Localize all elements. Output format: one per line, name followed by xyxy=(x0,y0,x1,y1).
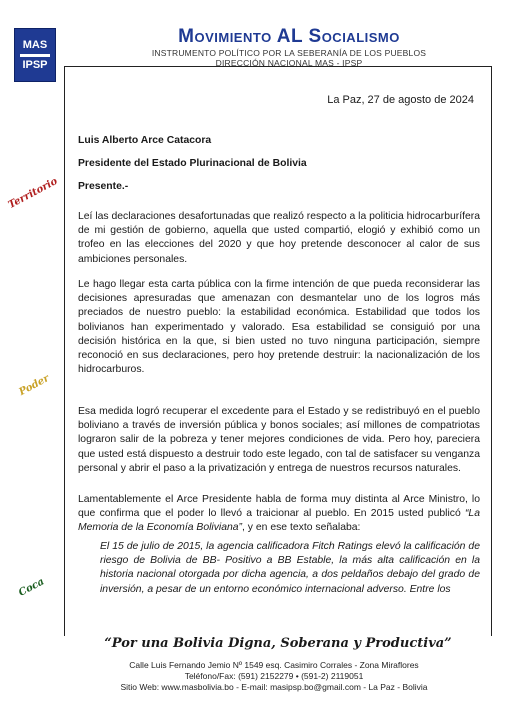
organization-direction: DIRECCIÓN NACIONAL MAS - IPSP xyxy=(215,58,363,68)
quoted-passage: El 15 de julio de 2015, la agencia calificadora Fitch Ratings elevó la calificación de riesgo de Bolivia de BB- Positivo a BB Estable, la más alta calificación en la historia nacional otorgada por dicha agencia, a dos peldaños debajo del grado de inversión, a pesar de un entorno económico internacional adverso. Entre los xyxy=(100,541,480,595)
paragraph-2: Le hago llegar esta carta pública con la firme intención de que pueda reconsiderar las decisiones apresuradas que amenazan con desmantelar uno de los logros más preciados de nuestro pueblo: la estabilidad económica. Estabilidad que todos los bolivianos han experimentado y valorado. Esa estabilidad se consiguió por una decisión histórica en la que, si bien usted no tuvo ninguna participación, siempre reconoció en sus declaraciones, pero hoy pretende destruir: la nacionalización de los hidrocarburos. xyxy=(78,279,480,376)
paragraph-1: Leí las declaraciones desafortunadas que realizó respecto a la politicia hidrocarburífera de mi gestión de gobierno, aquella que usted compartió, elogió y exhibió como un trofeo en las elecciones del 2020 y que hoy pretende desconocer al calor de sus ambiciones personales. xyxy=(78,211,481,265)
logo-text-ipsp: IPSP xyxy=(22,58,48,71)
footer-address: Calle Luis Fernando Jemio Nº 1549 esq. Casimiro Corrales - Zona Miraflores xyxy=(129,660,419,670)
addressee-name: Luis Alberto Arce Catacora xyxy=(78,135,212,146)
footer-phones: Teléfono/Fax: (591) 2152279 • (591-2) 2119051 xyxy=(184,671,364,681)
logo-stripe xyxy=(20,54,50,57)
side-label-territorio: Territorio xyxy=(6,175,60,212)
mas-ipsp-logo xyxy=(14,28,56,82)
footer xyxy=(60,660,488,693)
letterhead xyxy=(90,26,488,68)
organization-title: Movimiento AL Socialismo xyxy=(178,26,400,47)
paragraph-3: Esa medida logró recuperar el excedente para el Estado y se redistribuyó en el pueblo boliviano a través de inversión pública y bonos sociales; así millones de compatriotas lograron salir de la pobreza y tener mejores condiciones de vida. Pero hoy, pareciera que usted está dispuesto a destruir todo este legado, con tal de satisfacer su venganza personal y abrir el paso a la privatización y entrega de nuestros recursos naturales. xyxy=(78,406,480,474)
book-title: “La Memoria de la Economía Boliviana” xyxy=(78,508,480,534)
side-label-coca: Coca xyxy=(17,576,47,599)
motto-text: “Por una Bolivia Digna, Soberana y Productiva” xyxy=(96,636,459,651)
paragraph-4 xyxy=(78,493,480,536)
addressee-position: Presidente del Estado Plurinacional de Bolivia xyxy=(78,158,307,170)
motto xyxy=(64,636,492,651)
side-label-poder: Poder xyxy=(17,373,52,398)
paragraph-4-text: Lamentablemente el Arce Presidente habla de forma muy distinta al Arce Ministro, lo que confirma que el poder lo llevó a traicionar al pueblo. En 2015 usted publicó xyxy=(78,494,480,520)
paragraph-4-end: , y en ese texto señalaba: xyxy=(242,522,361,534)
addressee-block xyxy=(78,134,480,204)
addressee-greeting: Presente.- xyxy=(78,181,129,193)
letter-date: La Paz, 27 de agosto de 2024 xyxy=(327,94,474,106)
logo-text-mas: MAS xyxy=(22,38,48,51)
organization-subtitle: INSTRUMENTO POLÍTICO POR LA SEBERANÍA DE LOS PUEBLOS xyxy=(151,48,427,58)
footer-web: Sitio Web: www.masbolivia.bo - E-mail: masipsp.bo@gmail.com - La Paz - Bolivia xyxy=(120,682,428,692)
